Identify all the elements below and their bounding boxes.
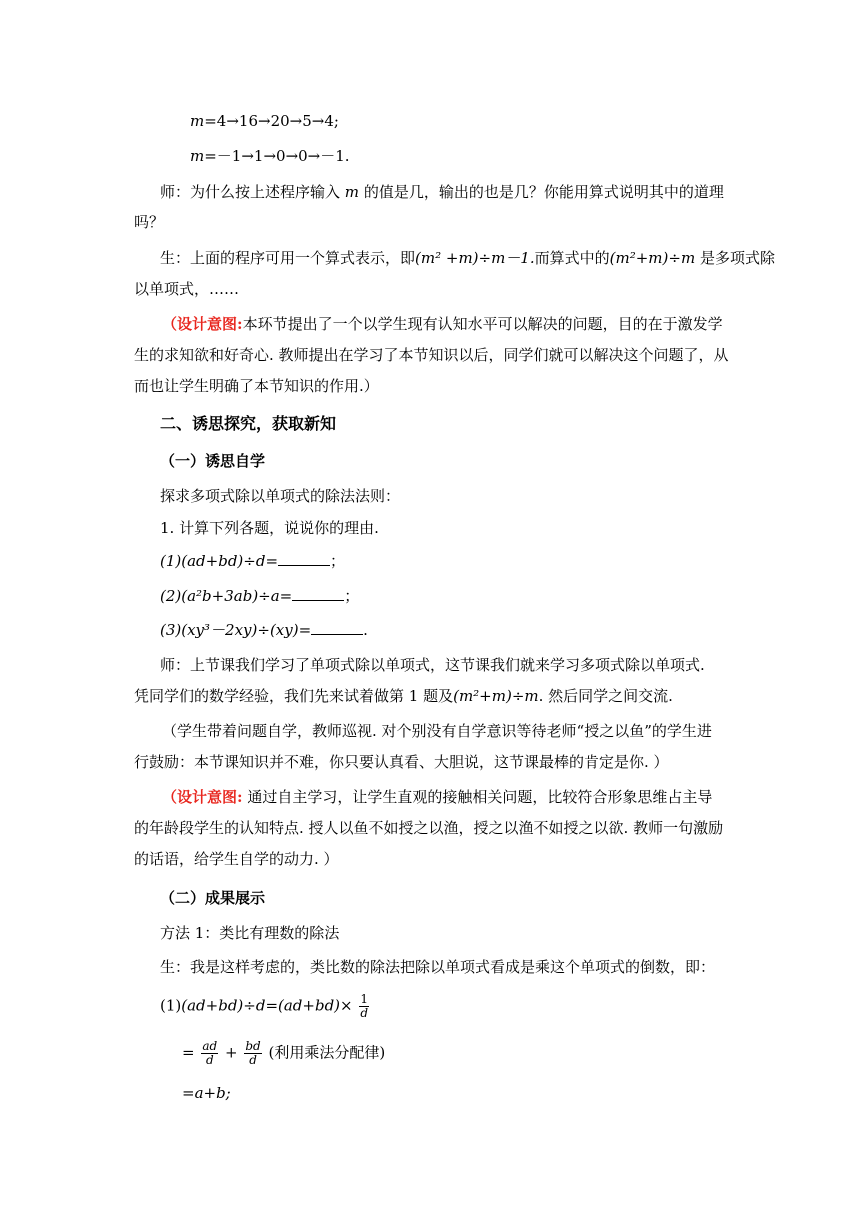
text: 以单项式，…… [134,280,240,298]
equals: = [182,1043,195,1062]
fraction-ad-over-d [201,1040,218,1067]
note-line-2: 行鼓励：本节课知识并不难，你只要认真看、大胆说，这节课最棒的肯定是你. ） [134,753,669,771]
task-text: 1. 计算下列各题，说说你的理由. [160,519,379,537]
calc-line-1 [160,993,371,1020]
var-m: m [344,183,360,201]
note: (利用乘法分配律) [268,1043,386,1062]
expression: (m²+m)÷m [609,249,696,267]
teacher-question-line-2 [134,212,164,232]
sequence-line-2 [190,146,350,166]
fraction-bd-over-d [244,1040,261,1067]
teacher-paragraph-line-2 [134,686,673,706]
section-heading: 二、诱思探究，获取新知 [160,414,337,433]
sequence-line-1 [190,111,339,131]
denominator: d [360,1006,369,1020]
note-line-1: （学生带着问题自学，教师巡视. 对个别没有自学意识等待老师“授之以鱼”的学生进 [162,722,712,740]
plus: + [224,1043,238,1062]
teacher-question-line-1 [160,182,724,202]
text: 的值是几，输出的也是几？你能用算式说明其中的道理 [363,183,724,201]
sequence-text: =－1→1→0→0→－1. [204,147,350,165]
numerator: bd [245,1039,261,1053]
subsection-heading-2: （二）成果展示 [160,889,266,907]
design-intent-1-line-3 [134,376,379,396]
denominator: d [249,1053,257,1067]
label: (1) [160,996,182,1015]
punct: ； [330,552,346,570]
explore-text: 探求多项式除以单项式的除法法则： [160,487,401,505]
punct: ； [344,587,360,605]
text: 生：上面的程序可用一个算式表示，即 [160,249,416,267]
numerator: 1 [360,992,369,1006]
question-2 [160,586,359,606]
expression: (ad+bd)÷d=(ad+bd)× [181,996,353,1015]
text: 是多项式除 [699,249,775,267]
calc-line-3: =a+b; [182,1084,231,1102]
subsection-heading-1: （一）诱思自学 [160,452,266,470]
punct: . [363,621,368,639]
text: 吗？ [134,213,165,231]
text: 凭同学们的数学经验，我们先来试着做第 1 题及 [134,687,454,705]
student-answer-line-1 [160,248,775,268]
text: 而也让学生明确了本节知识的作用.） [134,377,379,395]
question-3 [160,620,368,640]
expression: (2)(a²b+3ab)÷a= [160,587,293,605]
student-answer-line-2 [134,279,239,299]
design-intent-1-line-1: （设计意图:本环节提出了一个以学生现有认知水平可以解决的问题，目的在于激发学 [162,315,723,333]
student-text: 生：我是这样考虑的，类比数的除法把除以单项式看成是乘这个单项式的倒数，即： [160,958,716,976]
text: . 然后同学之间交流. [538,687,673,705]
question-1 [160,551,345,571]
answer-blank [292,587,344,601]
expression: (m²+m)÷m [453,687,539,705]
answer-blank [311,621,363,635]
design-intent-label: 设计意图: [177,788,243,806]
var-m: m [190,147,205,165]
calc-line-2 [182,1040,385,1067]
answer-blank [278,552,330,566]
var-m: m [190,112,205,130]
design-intent-2-line-2: 的年龄段学生的认知特点. 授人以鱼不如授之以渔，授之以渔不如授之以欲. 教师一句激励 [134,819,724,837]
text: 而算式中的 [534,249,610,267]
text: 通过自主学习，让学生直观的接触相关问题，比较符合形象思维占主导 [247,788,713,806]
sequence-text: =4→16→20→5→4; [204,112,339,130]
teacher-paragraph-line-1: 师：上节课我们学习了单项式除以单项式，这节课我们就来学习多项式除以单项式. [160,656,705,674]
design-intent-2-line-1: （设计意图: 通过自主学习，让学生直观的接触相关问题，比较符合形象思维占主导 [162,788,713,806]
text: 生的求知欲和好奇心. 教师提出在学习了本节知识以后，同学们就可以解决这个问题了，从 [134,346,729,364]
text: 师：为什么按上述程序输入 [160,183,341,201]
design-intent-label: 设计意图: [177,315,243,333]
design-intent-2-line-3: 的话语，给学生自学的动力. ） [134,850,339,868]
fraction-1-over-d [359,993,369,1020]
expression: (1)(ad+bd)÷d= [160,552,279,570]
method-1-text: 方法 1：类比有理数的除法 [160,924,340,942]
denominator: d [205,1053,214,1067]
expression: (m² +m)÷m－1. [415,249,535,267]
text: 本环节提出了一个以学生现有认知水平可以解决的问题，目的在于激发学 [242,315,723,333]
expression: (3)(xy³－2xy)÷(xy)= [160,621,312,639]
numerator: ad [202,1039,218,1053]
design-intent-1-line-2 [134,345,729,365]
